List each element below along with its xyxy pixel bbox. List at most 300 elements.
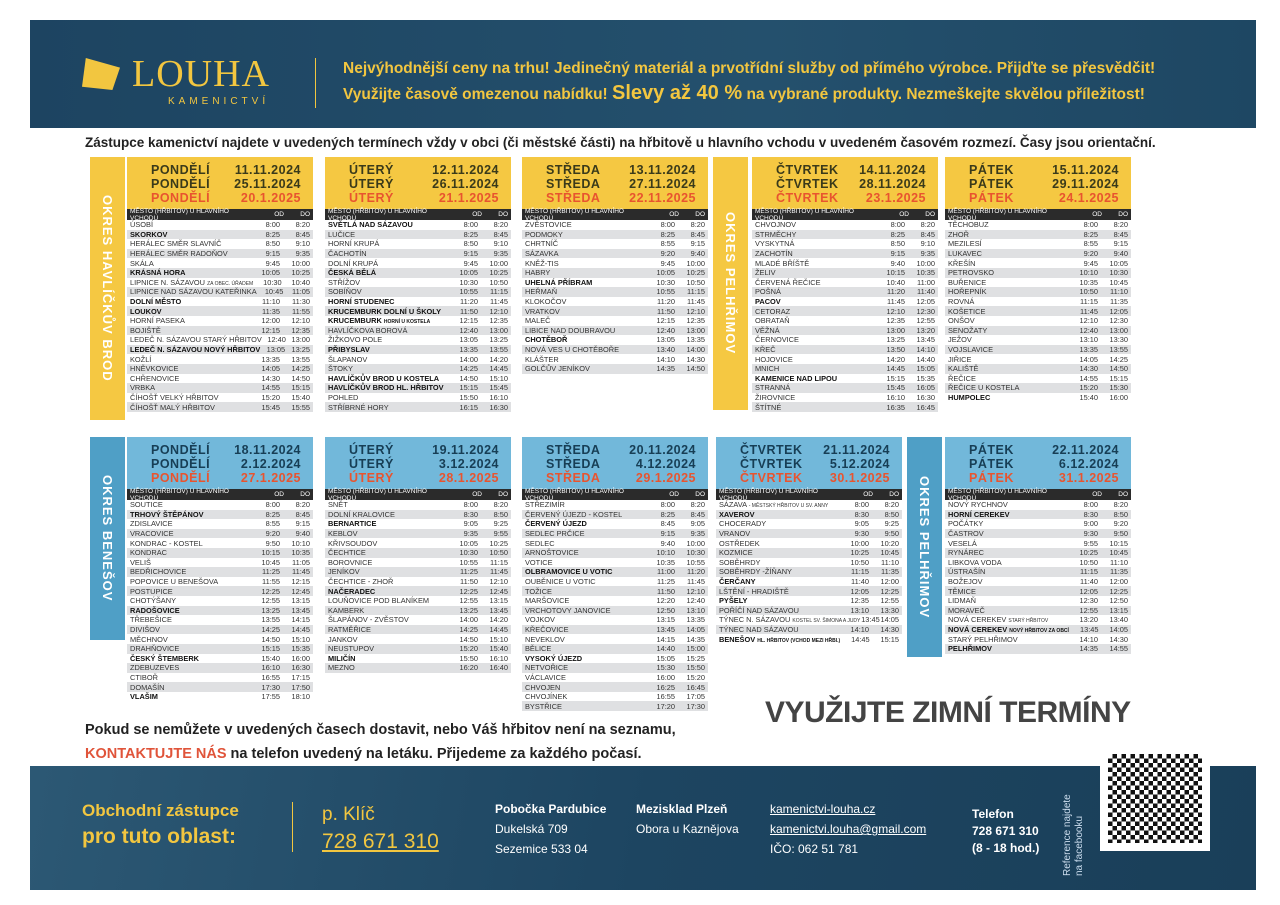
schedule-row xyxy=(127,596,313,606)
place-name xyxy=(130,230,250,239)
place-name xyxy=(328,644,448,653)
place-name-text: POPOVICE U BENEŠOVA xyxy=(130,577,219,587)
place-name xyxy=(130,683,250,692)
place-name xyxy=(719,577,839,586)
place-name xyxy=(525,635,645,644)
facebook-note: Reference najdete na facebooku xyxy=(1062,794,1085,876)
branch-address: Dukelská 709 xyxy=(495,822,568,836)
time-from: 13:25 xyxy=(261,605,280,615)
time-from: 13:10 xyxy=(850,605,869,615)
place-name-text: VRACOVICE xyxy=(130,529,174,539)
time-from: 14:20 xyxy=(886,354,905,364)
place-name xyxy=(719,510,839,519)
schedule-row xyxy=(522,673,708,683)
schedule-row xyxy=(522,230,708,240)
place-name xyxy=(948,316,1068,325)
time-from: 10:45 xyxy=(261,557,280,567)
time-to: 10:00 xyxy=(686,258,705,268)
schedule-row xyxy=(752,393,938,403)
time-to: 9:15 xyxy=(295,519,310,529)
schedule-row xyxy=(325,529,511,539)
schedule-row xyxy=(325,268,511,278)
place-name-text: MILIČÍN xyxy=(328,653,356,663)
place-name-text: DOLNÍ KRUPÁ xyxy=(328,258,379,268)
place-name-text: VRCHOTOVY JANOVICE xyxy=(525,605,611,615)
schedule-dates xyxy=(716,437,902,489)
place-name xyxy=(328,500,448,509)
weekday: ÚTERÝ xyxy=(349,191,394,205)
time-to: 10:45 xyxy=(1109,548,1128,558)
column-to: DO xyxy=(498,211,508,218)
time-to: 15:10 xyxy=(291,634,310,644)
column-from: OD xyxy=(1092,491,1102,498)
time-from: 13:45 xyxy=(861,615,880,625)
schedule-row xyxy=(945,634,1131,644)
place-name xyxy=(328,510,448,519)
time-to: 13:45 xyxy=(489,605,508,615)
time-from: 11:45 xyxy=(1080,306,1098,316)
time-from: 16:10 xyxy=(261,663,280,673)
place-name xyxy=(755,268,875,277)
place-name-text: NOVÁ VES U CHOTĚBOŘE xyxy=(525,345,620,355)
time-from: 13:25 xyxy=(886,335,905,345)
time-from: 8:30 xyxy=(854,509,869,519)
time-from: 8:00 xyxy=(1083,220,1098,230)
time-from: 8:30 xyxy=(1083,509,1098,519)
place-name xyxy=(525,663,645,672)
place-name-text: MALEČ xyxy=(525,316,551,326)
place-name xyxy=(948,287,1068,296)
time-to: 14:30 xyxy=(880,625,899,635)
time-from: 12:30 xyxy=(1079,596,1098,606)
schedule-row xyxy=(325,402,511,412)
place-name xyxy=(948,239,1068,248)
time-to: 8:50 xyxy=(884,509,899,519)
place-name xyxy=(328,230,448,239)
column-header xyxy=(522,489,708,500)
column-to: DO xyxy=(1118,491,1128,498)
place-name xyxy=(130,335,262,344)
time-to: 9:50 xyxy=(1113,529,1128,539)
time-to: 9:35 xyxy=(690,529,705,539)
time-to: 8:45 xyxy=(493,229,508,239)
place-name xyxy=(328,316,448,325)
column-header xyxy=(127,209,313,220)
place-name-text: NEUSTUPOV xyxy=(328,644,374,654)
place-name-text: NEVEKLOV xyxy=(525,634,565,644)
time-from: 8:00 xyxy=(660,500,675,510)
schedule-row xyxy=(127,393,313,403)
column-from: OD xyxy=(274,211,284,218)
time-from: 17:20 xyxy=(656,701,675,711)
time-from: 17:55 xyxy=(261,692,280,702)
place-name xyxy=(948,567,1068,576)
time-from: 8:25 xyxy=(463,229,478,239)
time-to: 13:40 xyxy=(1109,615,1128,625)
place-name xyxy=(525,606,645,615)
place-name-text: HUMPOLEC xyxy=(948,392,991,402)
time-to: 12:30 xyxy=(916,306,935,316)
time-to: 15:55 xyxy=(291,402,310,412)
place-name xyxy=(328,220,448,229)
schedule-row xyxy=(522,548,708,558)
rep-phone[interactable]: 728 671 310 xyxy=(322,830,439,853)
district-benesov xyxy=(90,437,125,640)
column-to: DO xyxy=(498,491,508,498)
time-to: 14:45 xyxy=(489,625,508,635)
place-name-text: BYSTŘICE xyxy=(525,701,562,711)
place-name xyxy=(948,510,1068,519)
place-name xyxy=(328,519,448,528)
date-line xyxy=(127,163,313,177)
promo-a: Využijte časově omezenou nabídku! xyxy=(343,86,608,103)
schedule-dates xyxy=(752,157,938,209)
date: 2.12.2024 xyxy=(240,457,301,471)
time-to: 12:10 xyxy=(291,316,310,326)
place-name-text: LŠTĚNÍ - HRADIŠTĚ xyxy=(719,586,789,596)
place-name-text: ÚSTRAŠÍN xyxy=(948,567,986,577)
time-from: 9:15 xyxy=(463,249,478,259)
schedule-row xyxy=(127,529,313,539)
place-name-text: LUČICE xyxy=(328,229,356,239)
place-name-text: SNĚT xyxy=(328,500,348,510)
time-to: 11:35 xyxy=(1110,567,1128,577)
schedule-dates xyxy=(127,157,313,209)
column-from: OD xyxy=(863,491,873,498)
column-from: OD xyxy=(274,491,284,498)
time-to: 12:00 xyxy=(1109,577,1128,587)
place-name-text: HORNÍ PASEKA xyxy=(130,316,185,326)
time-from: 12:10 xyxy=(886,306,905,316)
column-header xyxy=(945,209,1131,220)
time-to: 9:55 xyxy=(493,529,508,539)
weekday: PONDĚLÍ xyxy=(151,191,211,205)
schedule-row xyxy=(945,577,1131,587)
schedule-row xyxy=(716,577,902,587)
time-from: 10:10 xyxy=(656,548,675,558)
schedule-row xyxy=(325,654,511,664)
schedule-rows xyxy=(716,500,902,644)
time-to: 8:20 xyxy=(884,500,899,510)
schedule-row xyxy=(127,577,313,587)
schedule-row xyxy=(127,519,313,529)
time-from: 13:35 xyxy=(261,354,280,364)
place-name-text: RYNÁREC xyxy=(948,548,985,558)
time-to: 10:00 xyxy=(291,258,310,268)
time-to: 12:35 xyxy=(489,316,508,326)
weekday: ÚTERÝ xyxy=(349,163,394,177)
time-from: 13:15 xyxy=(656,615,675,625)
place-name-text: JENÍKOV xyxy=(328,567,360,577)
schedule-row xyxy=(945,567,1131,577)
place-name xyxy=(948,393,1068,402)
schedule-row xyxy=(325,297,511,307)
place-name xyxy=(755,259,875,268)
place-name-text: TÝNEC N. SÁZAVOU xyxy=(719,615,791,625)
column-place: MĚSTO (HŘBITOV) U HLAVNÍHO VCHODU xyxy=(130,207,229,222)
website-link[interactable]: kamenictvi-louha.cz xyxy=(770,802,876,816)
place-name-text: ČESKÁ BĚLÁ xyxy=(328,268,377,278)
schedule-row xyxy=(752,354,938,364)
place-name-text: MĚCHNOV xyxy=(130,634,168,644)
phone-title: Telefon xyxy=(972,807,1014,821)
column-to: DO xyxy=(695,491,705,498)
time-from: 8:25 xyxy=(265,229,280,239)
time-from: 11:50 xyxy=(657,586,675,596)
place-name-text: VÁCLAVICE xyxy=(525,672,566,682)
time-to: 15:40 xyxy=(489,644,508,654)
schedule-row xyxy=(127,345,313,355)
schedule-row xyxy=(325,345,511,355)
place-name xyxy=(755,326,875,335)
time-to: 12:10 xyxy=(489,577,508,587)
schedule-table xyxy=(325,157,511,412)
time-from: 11:15 xyxy=(1080,567,1098,577)
time-from: 10:05 xyxy=(261,268,280,278)
time-from: 9:40 xyxy=(660,538,675,548)
schedule-row xyxy=(127,268,313,278)
time-from: 11:45 xyxy=(887,297,905,307)
time-to: 14:10 xyxy=(916,345,935,355)
place-name xyxy=(525,558,645,567)
place-name-text: ŽELIV xyxy=(755,268,776,278)
place-name-text: STŘÍŽOV xyxy=(328,277,361,287)
schedule-row xyxy=(127,586,313,596)
place-name-text: LIBKOVA VODA xyxy=(948,557,1002,567)
time-from: 11:20 xyxy=(460,297,478,307)
time-from: 15:20 xyxy=(1079,383,1098,393)
time-to: 12:45 xyxy=(489,586,508,596)
phone-info xyxy=(972,806,1039,857)
place-name xyxy=(525,683,645,692)
note-line-1: Pokud se nemůžete v uvedených časech dostavit, nebo Váš hřbitov není na seznamu, xyxy=(85,722,676,738)
qr-code-icon[interactable] xyxy=(1100,746,1210,851)
place-name xyxy=(130,249,250,258)
time-from: 14:00 xyxy=(459,354,478,364)
time-from: 8:25 xyxy=(890,229,905,239)
time-from: 11:40 xyxy=(1080,577,1098,587)
place-name-text: JANKOV xyxy=(328,634,358,644)
time-from: 8:55 xyxy=(265,519,280,529)
place-name xyxy=(328,663,448,672)
time-from: 15:50 xyxy=(459,392,478,402)
place-name xyxy=(130,558,250,567)
time-to: 16:45 xyxy=(916,402,935,412)
time-from: 11:55 xyxy=(262,577,280,587)
weekday: ČTVRTEK xyxy=(740,443,803,457)
schedule-row xyxy=(127,326,313,336)
place-name xyxy=(525,692,645,701)
place-name-text: ČÍHOŠŤ MALÝ HŘBITOV xyxy=(130,402,215,412)
time-from: 10:45 xyxy=(264,287,284,297)
district-label: OKRES BENEŠOV xyxy=(100,475,115,602)
time-from: 11:15 xyxy=(1080,297,1098,307)
place-name-text: ČERVENÝ ÚJEZD - KOSTEL xyxy=(525,509,623,519)
branch-city: Sezemice 533 04 xyxy=(495,842,588,856)
schedule-row xyxy=(945,287,1131,297)
email-link[interactable]: kamenictvi.louha@gmail.com xyxy=(770,822,927,836)
schedule-row xyxy=(522,239,708,249)
place-name xyxy=(130,307,250,316)
time-to: 15:15 xyxy=(1109,373,1128,383)
time-from: 8:00 xyxy=(660,220,675,230)
place-name-text: POSTUPICE xyxy=(130,586,173,596)
company-id: IČO: 062 51 781 xyxy=(770,842,859,856)
column-to: DO xyxy=(300,211,310,218)
place-name-text: STRMĚCHY xyxy=(755,229,797,239)
place-name-text: CHŘENOVICE xyxy=(130,373,180,383)
time-from: 12:05 xyxy=(1079,586,1098,596)
schedule-row xyxy=(127,402,313,412)
weekday: PONDĚLÍ xyxy=(151,163,211,177)
district-label: OKRES PELHŘIMOV xyxy=(723,212,738,355)
place-name-text: VĚŽNÁ xyxy=(755,325,780,335)
time-to: 13:00 xyxy=(1109,325,1128,335)
place-name xyxy=(328,335,448,344)
place-name-text: SVĚTLÁ NAD SÁZAVOU xyxy=(328,220,413,230)
place-name-text: HORNÍ KRUPÁ xyxy=(328,239,380,249)
place-name-text: DOLNÍ KRALOVICE xyxy=(328,509,395,519)
time-to: 13:00 xyxy=(489,325,508,335)
place-name xyxy=(525,259,645,268)
place-name xyxy=(948,500,1068,509)
schedule-row xyxy=(716,529,902,539)
place-name-text: KALIŠTĚ xyxy=(948,364,979,374)
place-name-text: ČERČANY xyxy=(719,577,756,587)
place-name xyxy=(755,364,875,373)
place-name xyxy=(328,297,448,306)
time-from: 14:15 xyxy=(656,634,675,644)
date-line xyxy=(325,443,511,457)
time-from: 13:35 xyxy=(459,345,478,355)
place-name-text: SKÁLA xyxy=(130,258,154,268)
place-name-text: POŘÍČÍ NAD SÁZAVOU xyxy=(719,605,799,615)
schedule-row xyxy=(945,519,1131,529)
district-label: OKRES HAVLÍČKŮV BROD xyxy=(100,195,115,382)
time-from: 14:05 xyxy=(261,364,280,374)
weekday: STŘEDA xyxy=(546,443,601,457)
place-name-text: ŘEČICE xyxy=(948,373,976,383)
date-line xyxy=(945,457,1131,471)
place-name-text: KAMENICE NAD LIPOU xyxy=(755,373,838,383)
schedule-row xyxy=(127,383,313,393)
schedule-row xyxy=(752,230,938,240)
column-to: DO xyxy=(889,491,899,498)
schedule-row xyxy=(945,538,1131,548)
place-name-text: HNĚVKOVICE xyxy=(130,364,179,374)
time-to: 13:45 xyxy=(291,605,310,615)
schedule-row xyxy=(752,297,938,307)
schedule-row xyxy=(325,538,511,548)
schedule-row xyxy=(945,278,1131,288)
time-to: 12:10 xyxy=(686,586,705,596)
place-name xyxy=(328,567,448,576)
place-name xyxy=(130,635,250,644)
schedule-row xyxy=(522,316,708,326)
time-to: 8:20 xyxy=(690,500,705,510)
schedule-row xyxy=(127,663,313,673)
time-to: 13:30 xyxy=(880,605,899,615)
date: 4.12.2024 xyxy=(635,457,696,471)
time-to: 8:45 xyxy=(920,229,935,239)
place-name-text: JIŘICE xyxy=(948,354,972,364)
date-line xyxy=(325,191,511,205)
schedule-row xyxy=(752,268,938,278)
place-name-text: NOVÁ CEREKEV xyxy=(948,625,1008,635)
place-name-text: VRBKA xyxy=(130,383,156,393)
schedule-row xyxy=(752,402,938,412)
date: 11.11.2024 xyxy=(234,163,301,177)
time-from: 10:15 xyxy=(886,268,905,278)
schedule-row xyxy=(325,625,511,635)
time-from: 10:50 xyxy=(1079,287,1098,297)
place-name xyxy=(525,355,645,364)
time-from: 13:10 xyxy=(1079,335,1098,345)
place-name xyxy=(525,519,645,528)
schedule-row xyxy=(127,558,313,568)
time-from: 9:45 xyxy=(265,258,280,268)
place-name xyxy=(328,278,448,287)
schedule-row xyxy=(325,220,511,230)
date: 27.11.2024 xyxy=(629,177,696,191)
time-to: 14:30 xyxy=(1109,634,1128,644)
weekday: ÚTERÝ xyxy=(349,443,394,457)
column-place: MĚSTO (HŘBITOV) U HLAVNÍHO VCHODU xyxy=(525,487,624,502)
time-from: 15:40 xyxy=(261,653,280,663)
time-to: 8:20 xyxy=(493,220,508,230)
column-header xyxy=(522,209,708,220)
time-to: 13:15 xyxy=(291,596,310,606)
date: 13.11.2024 xyxy=(629,163,696,177)
schedule-row xyxy=(522,606,708,616)
time-from: 10:50 xyxy=(1079,557,1098,567)
schedule-rows xyxy=(127,500,313,701)
date: 6.12.2024 xyxy=(1058,457,1119,471)
schedule-row xyxy=(945,306,1131,316)
time-from: 10:00 xyxy=(850,538,869,548)
place-name xyxy=(948,345,1068,354)
place-name-text: HOŘEPNÍK xyxy=(948,287,987,297)
place-name xyxy=(948,268,1068,277)
place-name xyxy=(525,345,645,354)
date: 21.11.2024 xyxy=(823,443,890,457)
schedule-row xyxy=(127,510,313,520)
column-place: MĚSTO (HŘBITOV) U HLAVNÍHO VCHODU xyxy=(525,207,624,222)
place-name-text: POŠNÁ xyxy=(755,287,781,297)
schedule-row xyxy=(522,615,708,625)
place-name-text: KNĚŽ-TIS xyxy=(525,258,559,268)
place-name xyxy=(328,383,448,392)
time-from: 13:45 xyxy=(1079,625,1099,635)
time-to: 14:50 xyxy=(686,364,705,374)
weekday: STŘEDA xyxy=(546,191,601,205)
schedule-row xyxy=(522,519,708,529)
time-from: 11:25 xyxy=(262,567,280,577)
time-to: 15:05 xyxy=(916,364,935,374)
discount: Slevy až 40 % xyxy=(612,82,743,104)
place-name-text: ŽIŽKOVO POLE xyxy=(328,335,383,345)
schedule-rows xyxy=(325,220,511,412)
time-to: 10:35 xyxy=(916,268,935,278)
time-to: 11:45 xyxy=(292,567,310,577)
place-name-text: BĚLICE xyxy=(525,644,552,654)
header-banner xyxy=(30,20,1256,128)
place-name xyxy=(719,500,839,509)
time-to: 11:10 xyxy=(881,557,899,567)
schedule-row xyxy=(945,644,1131,654)
place-note: HORNÍ U KOSTELA xyxy=(383,319,431,326)
place-name xyxy=(948,625,1069,634)
